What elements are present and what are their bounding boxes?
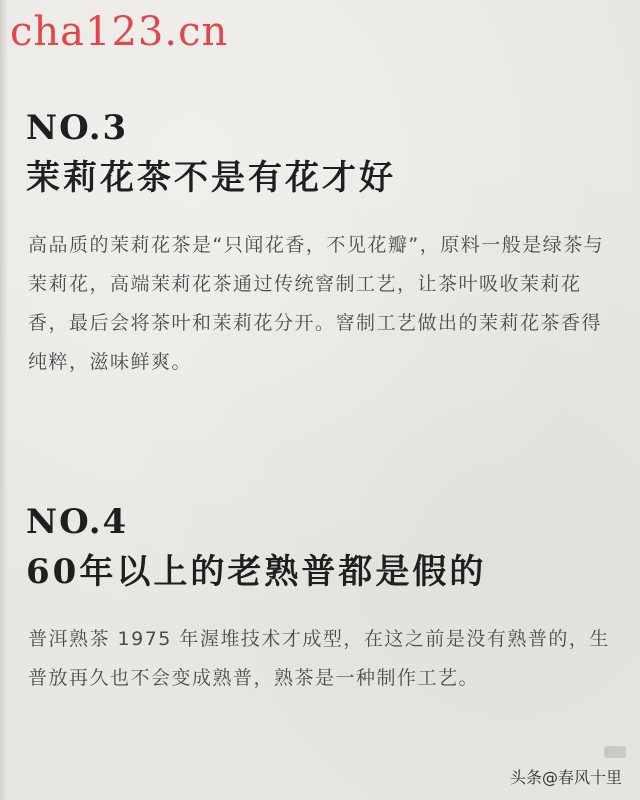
faint-logo-mark bbox=[604, 746, 626, 758]
section-number-3: NO.3 bbox=[26, 108, 129, 148]
section-body-3: 高品质的茉莉花茶是“只闻花香，不见花瓣”，原料一般是绿茶与茉莉花，高端茉莉花茶通过传统窨制工艺，让茶叶吸收茉莉花香，最后会将茶叶和茉莉花分开。窨制工艺做出的茉莉花茶香得纯粹，滋味鲜爽。 bbox=[28, 234, 605, 373]
section-title-3: 茉莉花茶不是有花才好 bbox=[26, 158, 396, 198]
page-edge-shadow bbox=[0, 0, 8, 800]
source-attribution-text: 头条@春风十里 bbox=[509, 768, 622, 787]
source-attribution bbox=[510, 765, 622, 788]
section-number-4: NO.4 bbox=[26, 502, 129, 542]
section-title-4: 60年以上的老熟普都是假的 bbox=[26, 552, 487, 592]
section-body-4: 普洱熟茶 1975 年渥堆技术才成型，在这之前是没有熟普的，生普放再久也不会变成熟普，熟茶是一种制作工艺。 bbox=[28, 628, 610, 689]
site-watermark: cha123.cn bbox=[10, 9, 229, 55]
